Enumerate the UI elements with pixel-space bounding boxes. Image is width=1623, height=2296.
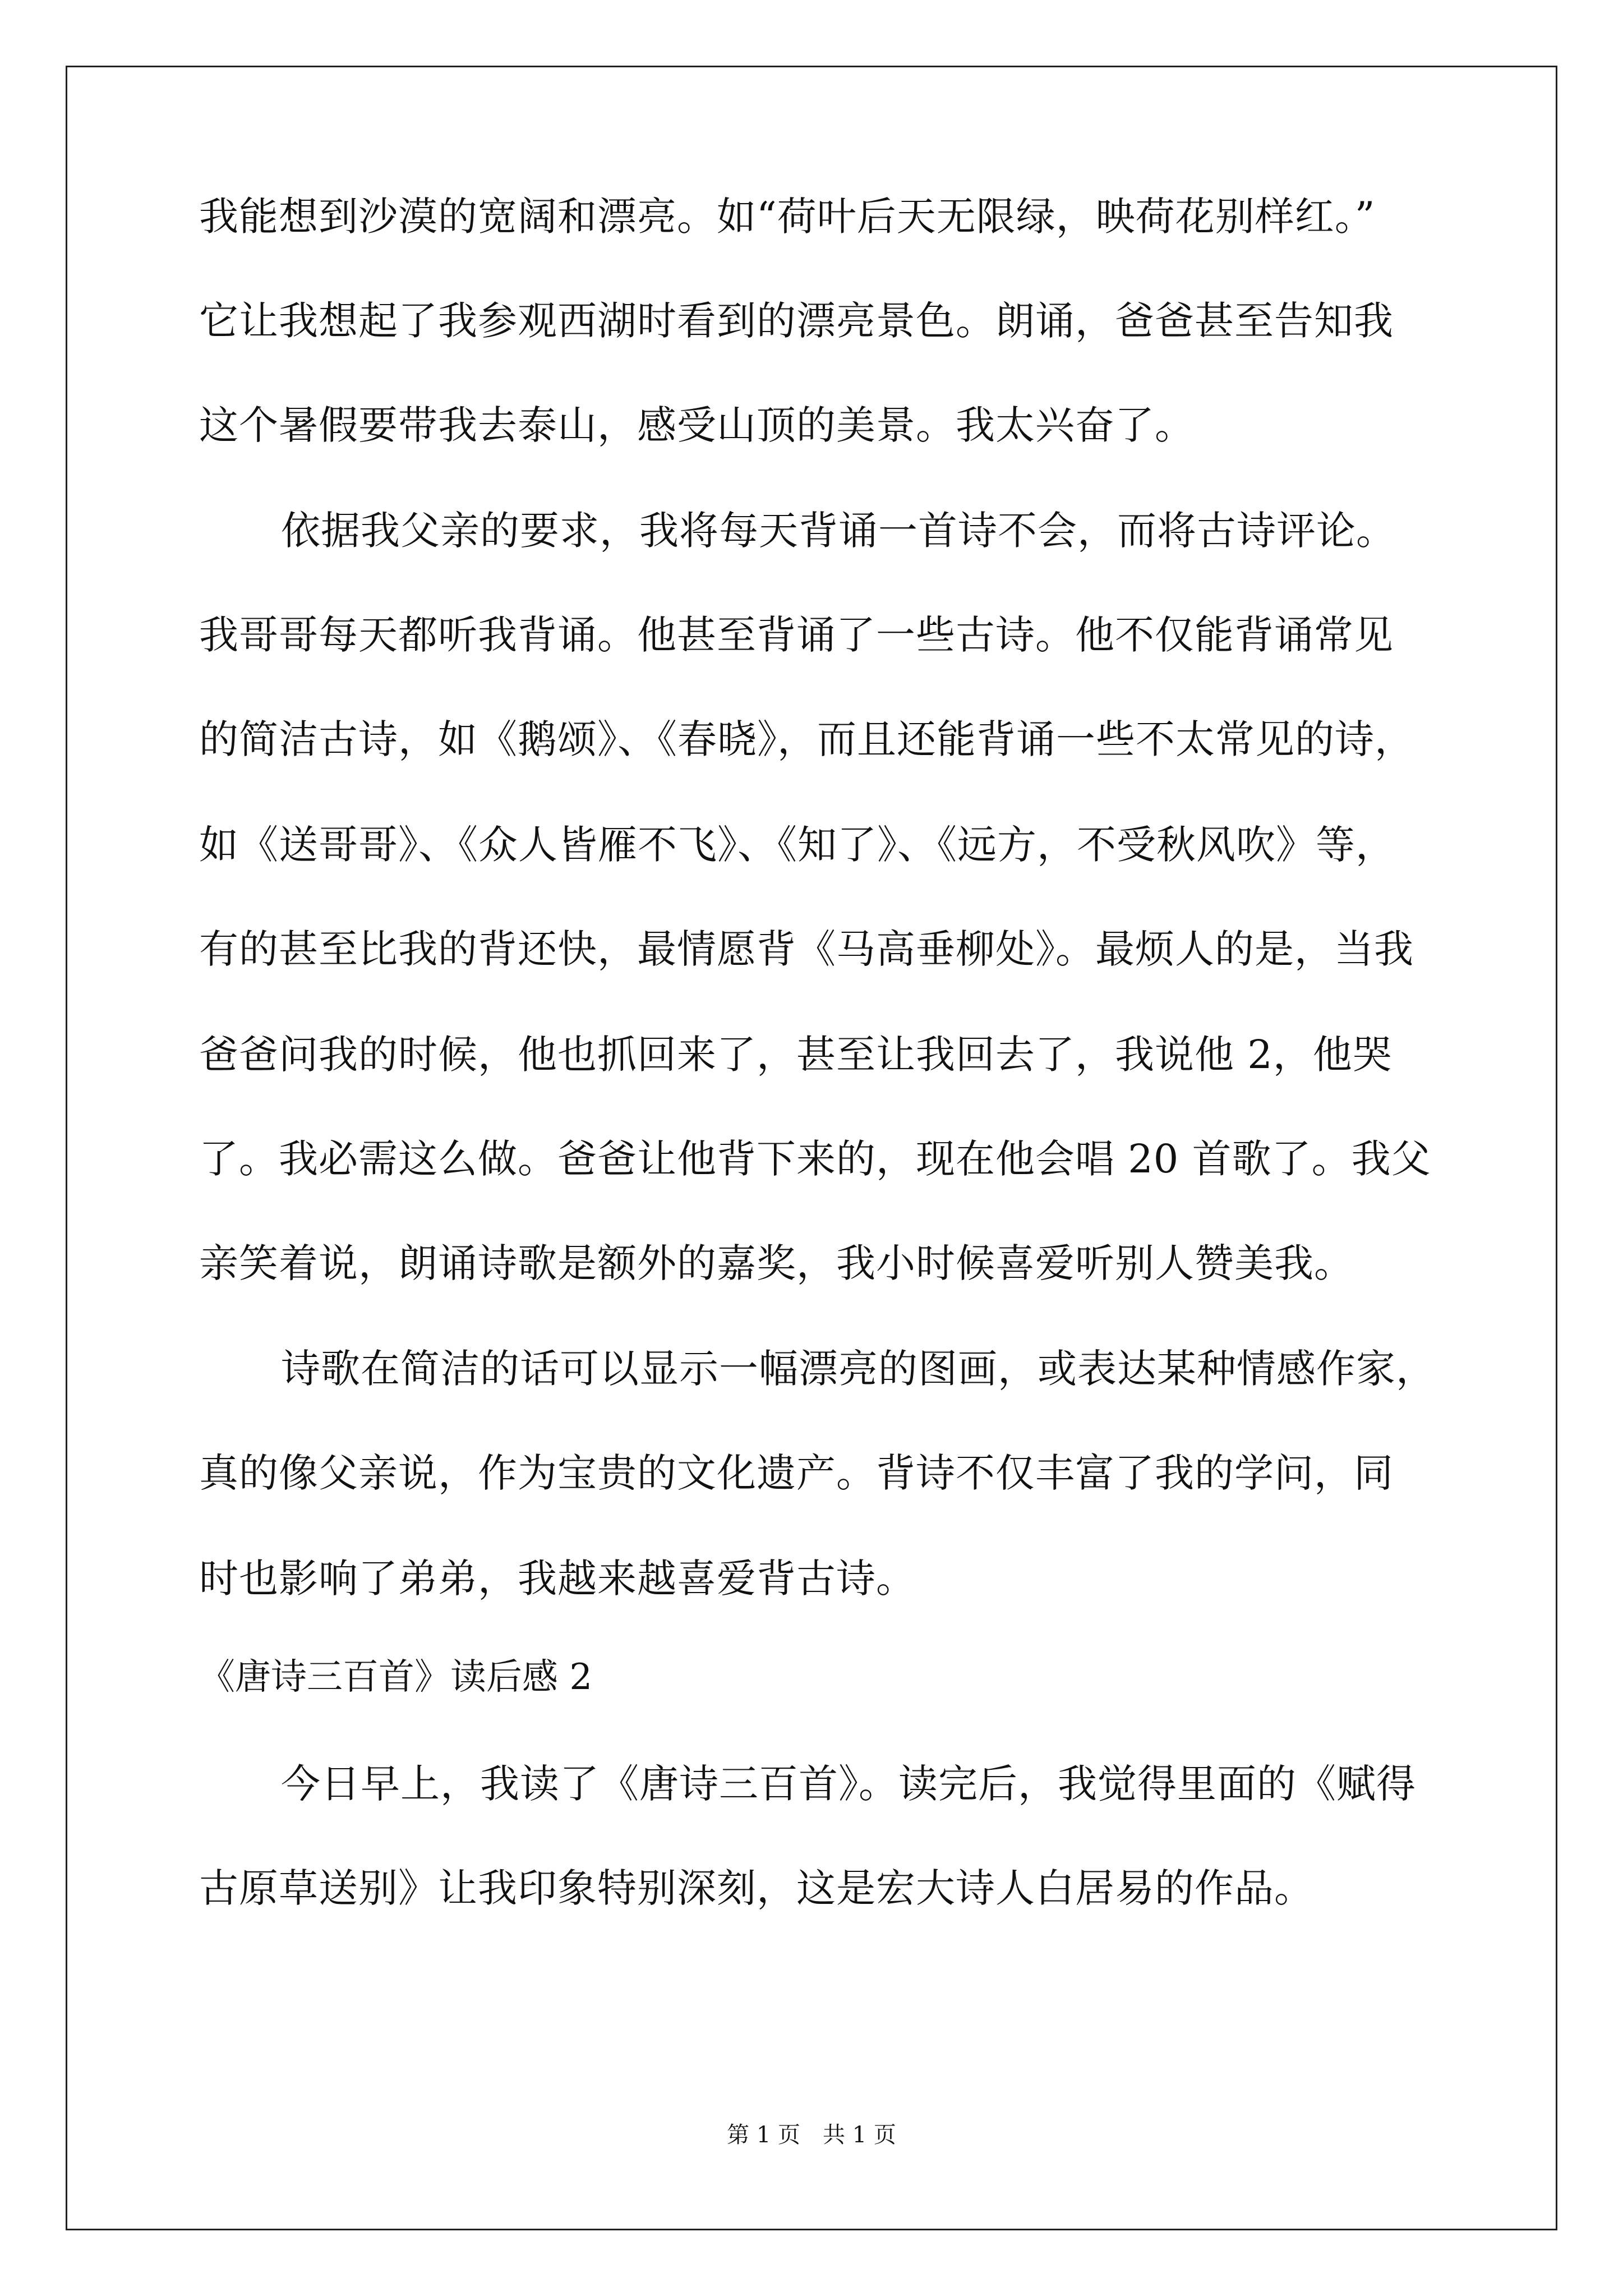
text-line: 如《送哥哥》、《众人皆雁不飞》、《知了》、《远方，不受秋风吹》等， [199,822,1395,868]
page-number-footer: 第 1 页 共 1 页 [727,2122,896,2148]
text-line: 有的甚至比我的背还快，最情愿背《马高垂柳处》。最烦人的是，当我 [199,926,1414,972]
paragraph-first-line: 今日早上，我读了《唐诗三百首》。读完后，我觉得里面的《赋得 [281,1761,1416,1807]
paragraph-first-line: 依据我父亲的要求，我将每天背诵一首诗不会，而将古诗评论。 [281,508,1396,554]
paragraph-first-line: 诗歌在简洁的话可以显示一幅漂亮的图画，或表达某种情感作家， [281,1346,1436,1392]
text-line: 我能想到沙漠的宽阔和漂亮。如“荷叶后天无限绿，映荷花别样红。” [199,194,1376,240]
text-line: 爸爸问我的时候，他也抓回来了，甚至让我回去了，我说他 2，他哭 [199,1032,1393,1078]
text-line: 亲笑着说，朗诵诗歌是额外的嘉奖，我小时候喜爱听别人赞美我。 [199,1240,1354,1286]
text-line: 我哥哥每天都听我背诵。他甚至背诵了一些古诗。他不仅能背诵常见 [199,612,1394,658]
text-line: 了。我必需这么做。爸爸让他背下来的，现在他会唱 20 首歌了。我父 [199,1136,1431,1182]
text-line: 它让我想起了我参观西湖时看到的漂亮景色。朗诵，爸爸甚至告知我 [199,298,1394,344]
text-line: 真的像父亲说，作为宝贵的文化遗产。背诗不仅丰富了我的学问，同 [199,1450,1394,1496]
text-line: 时也影响了弟弟，我越来越喜爱背古诗。 [199,1556,916,1602]
text-line: 的简洁古诗，如《鹅颂》、《春晓》，而且还能背诵一些不太常见的诗， [199,716,1414,762]
text-line: 这个暑假要带我去泰山，感受山顶的美景。我太兴奋了。 [199,402,1195,448]
text-line: 古原草送别》让我印象特别深刻，这是宏大诗人白居易的作品。 [199,1865,1314,1911]
section-heading: 《唐诗三百首》读后感 2 [199,1657,593,1698]
